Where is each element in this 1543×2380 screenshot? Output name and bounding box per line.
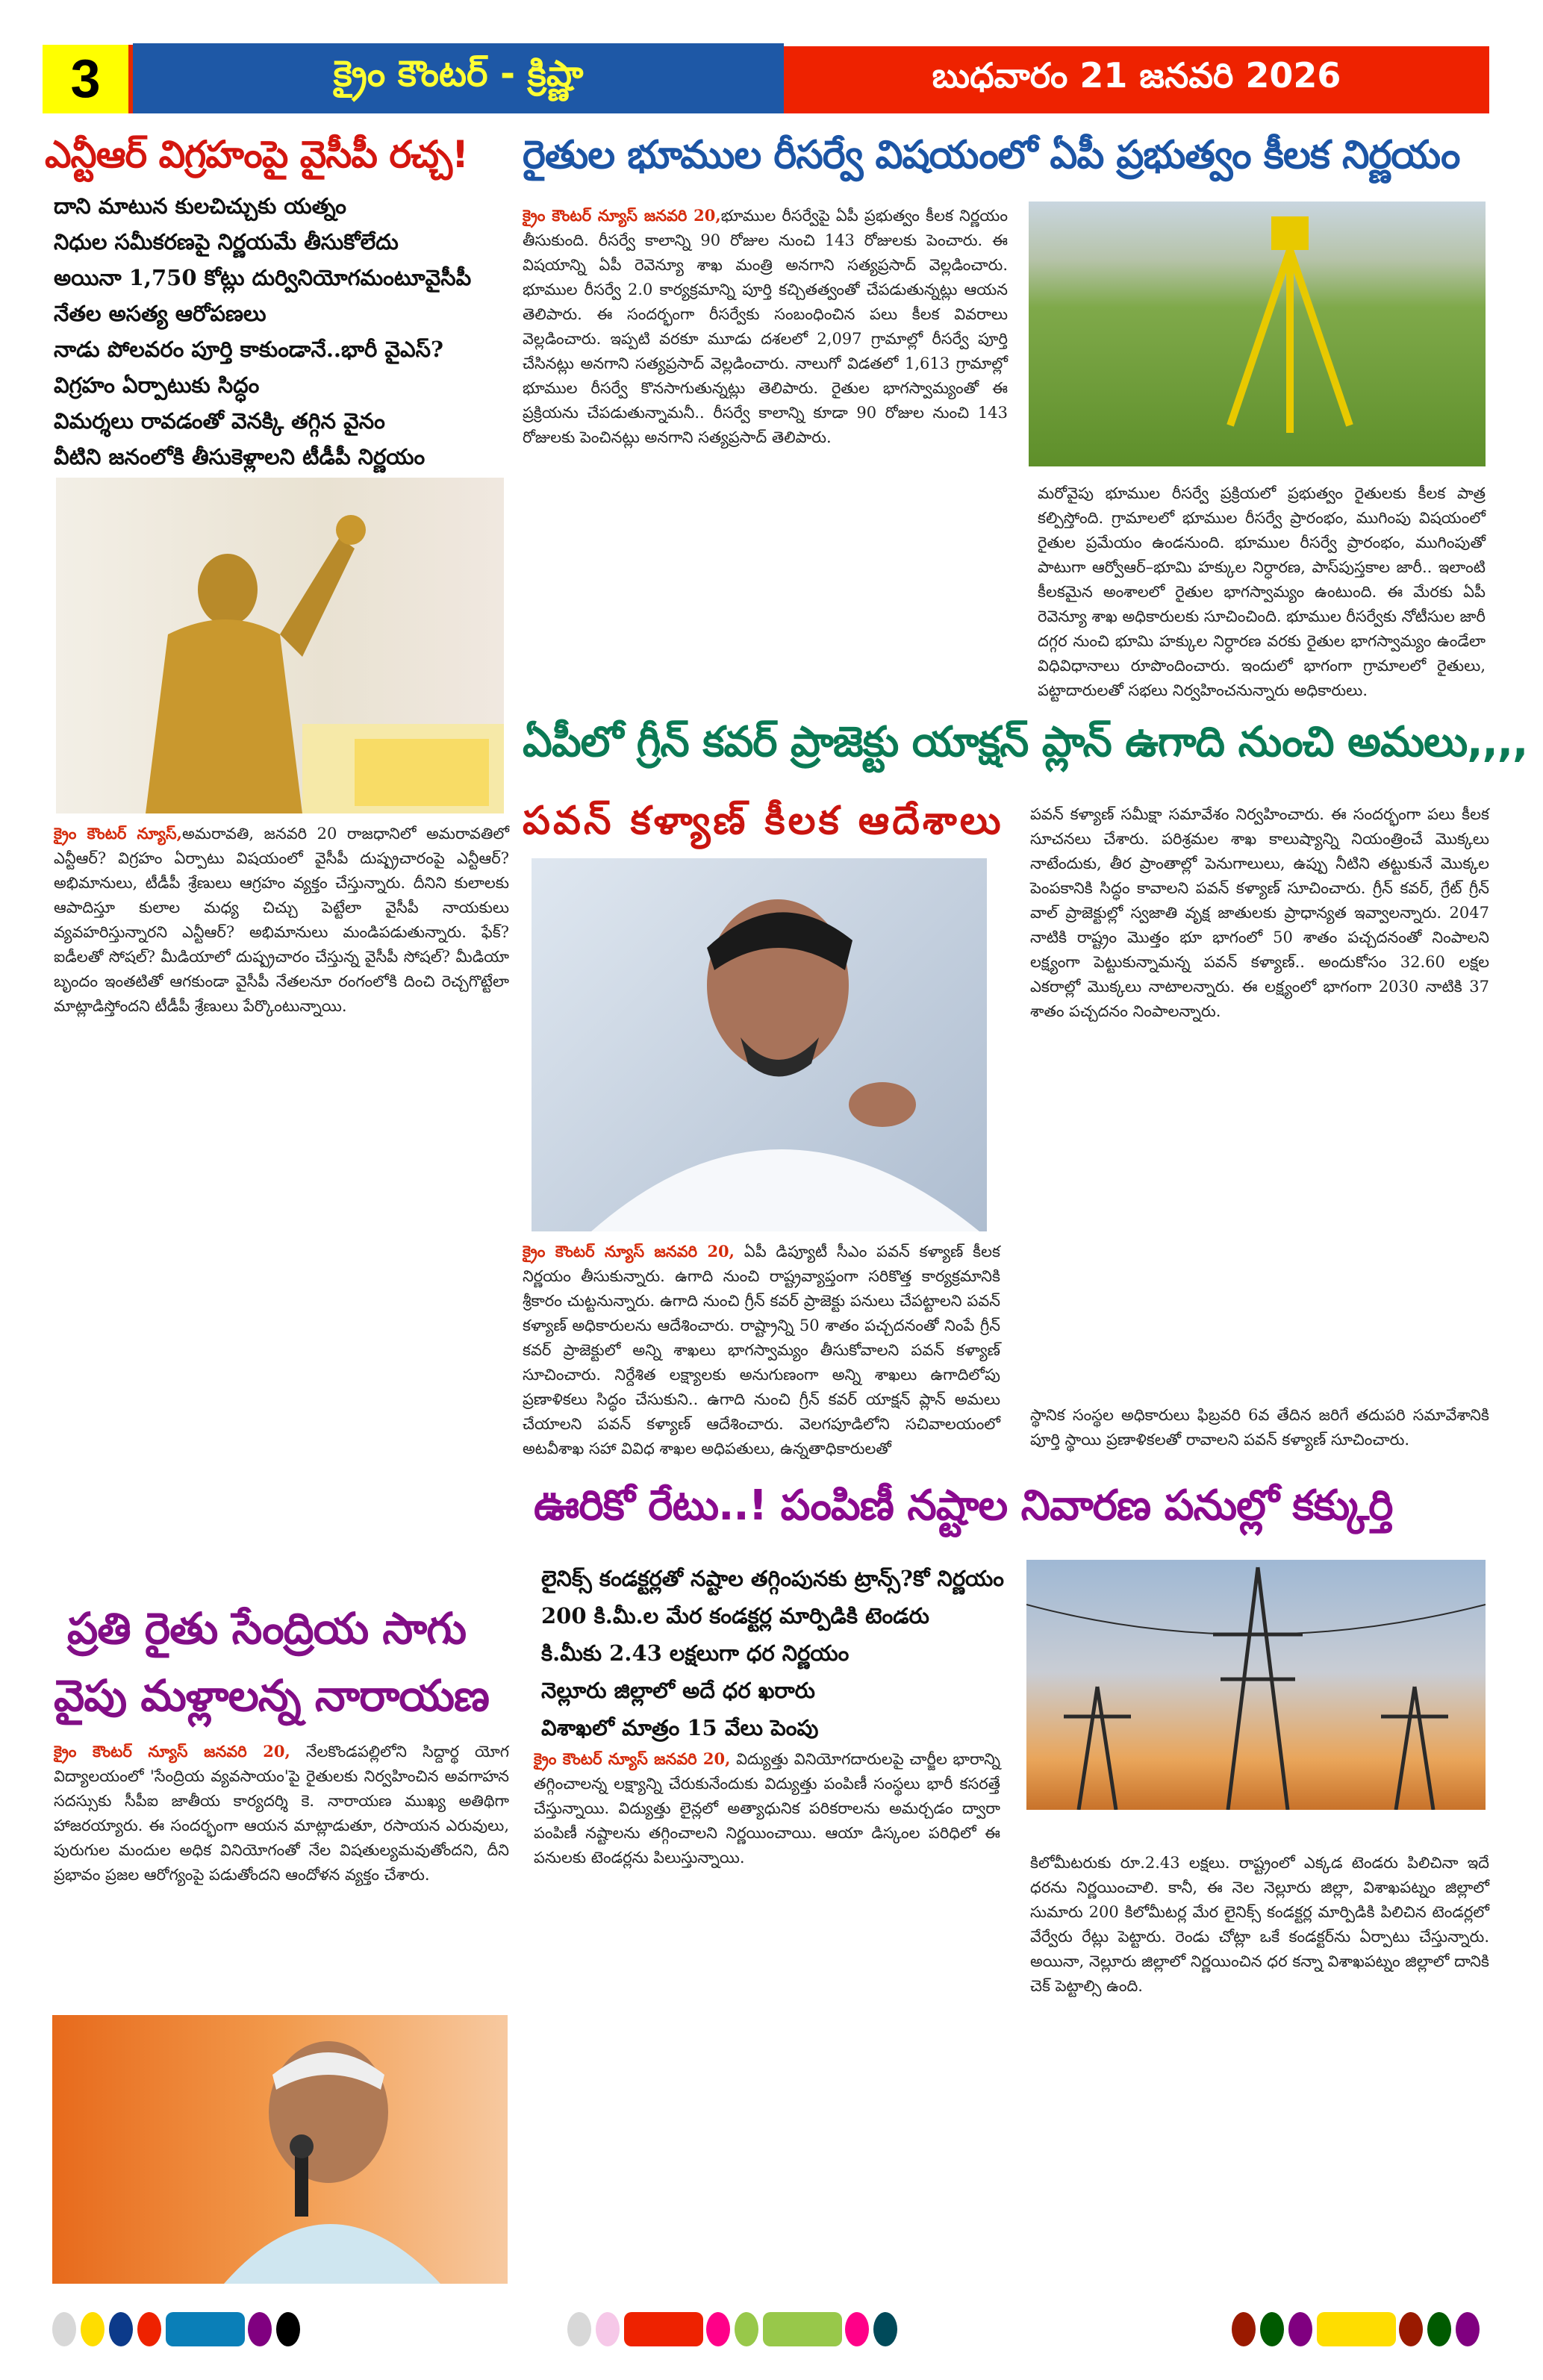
color-swatch [735, 2312, 758, 2346]
ntr-body [54, 821, 509, 1019]
narayana-body [54, 1739, 509, 1887]
power-towers-photo [1026, 1560, 1486, 1810]
color-swatch [596, 2312, 620, 2346]
resurvey-body-text: భూముల రీసర్వేపై ఏపీ ప్రభుత్వం కీలక నిర్ణయం తీసుకుంది. రీసర్వే కాలాన్ని 90 రోజుల నుంచి 143 రోజులకు పెంచారు. ఈ విషయాన్ని ఏపీ రెవెన్యూ శాఖ మంత్రి అనగాని సత్యప్రసాద్ వెల్లడించారు. భూముల రీసర్వే 2.0 కార్యక్రమాన్ని పూర్తి కచ్చితత్వంతో చేపడుతున్నట్లు ఆయన తెలిపారు. ఈ సందర్భంగా రీసర్వేకు సంబంధించిన పలు కీలక వివరాలు వెల్లడించారు. ఇప్పటి వరకూ మూడు దశలలో 2,097 గ్రామాల్లో రీసర్వే పూర్తి చేసినట్లు అనగాని సత్యప్రసాద్ వెల్లడించారు. నాలుగో విడతలో 1,613 గ్రామాల్లో భూముల రీసర్వే కొనసాగుతున్నట్లు తెలిపారు. రైతుల భాగస్వామ్యంతో ఈ ప్రక్రియను చేపడుతున్నామనీ.. రీసర్వే కాలాన్ని కూడా 90 రోజుల నుంచి 143 రోజులకు పెంచినట్లు అనగాని సత్యప్రసాద్ తెలిపారు. [523, 207, 1009, 446]
power-subhead: విశాఖలో మాత్రం 15 వేలు పెంపు [541, 1715, 819, 1740]
narayana-body-text: నేలకొండపల్లిలోని సిద్దార్థ యోగ విద్యాలయంలో 'సేంద్రియ వ్యవసాయం'పై రైతులకు నిర్వహించిన అవగాహన సదస్సుకు సీపీఐ జాతీయ కార్యదర్శి కె. నారాయణ ముఖ్య అతిథిగా హాజరయ్యారు. ఈ సందర్భంగా ఆయన మాట్లాడుతూ, రసాయన ఎరువులు, పురుగుల మందుల అధిక వినియోగంతో నేల విషతుల్యమవుతోందని, దీని ప్రభావం ప్రజల ఆరోగ్యంపై పడుతోందని ఆందోళన వ్యక్తం చేశారు. [54, 1743, 509, 1884]
section-title: క్రైం కౌంటర్ - క్రిష్ణా [133, 43, 784, 113]
power-subhead: నెల్లూరు జిల్లాలో అదే ధర ఖరారు [541, 1678, 815, 1703]
narayana-headline-2: వైపు మళ్లాలన్న నారాయణ [54, 1670, 489, 1721]
resurvey-dateline: క్రైం కౌంటర్ న్యూస్ జనవరి 20, [523, 206, 721, 225]
color-swatch [248, 2312, 272, 2346]
greencover-body [523, 1239, 1000, 1461]
color-swatch [706, 2312, 730, 2346]
color-swatch [81, 2312, 105, 2346]
color-swatch [1427, 2312, 1451, 2346]
ntr-subhead: వీటిని జనంలోకి తీసుకెళ్లాలని టీడీపీ నిర్ణయం [54, 444, 426, 469]
ntr-subhead: దాని మాటున కులచిచ్చుకు యత్నం [54, 193, 346, 219]
greencover-subheadline: పవన్ కళ్యాణ్ కీలక ఆదేశాలు [523, 799, 1004, 843]
ntr-subhead: నాడు పోలవరం పూర్తి కాకుండానే..భారీ వైఎస్? విగ్రహం ఏర్పాటుకు సిద్ధం [54, 337, 443, 398]
resurvey-body-2: మరోవైపు భూముల రీసర్వే ప్రక్రియలో ప్రభుత్వం రైతులకు కీలక పాత్ర కల్పిస్తోంది. గ్రామాలలో భూముల రీసర్వే ప్రారంభం, ముగింపు విషయంలో రైతుల ప్రమేయం ఉండనుంది. భూముల రీసర్వే ప్రారంభం, ముగింపుతో పాటుగా ఆర్వోఆర్–భూమి హక్కుల నిర్ధారణ, పాస్‌పుస్తకాల జారీ.. ఇలాంటి కీలకమైన అంశాలలో రైతుల భాగస్వామ్యం ఉంటుంది. ఈ మేరకు ఏపీ రెవెన్యూ శాఖ అధికారులకు సూచించింది. భూముల రీసర్వేకు నోటీసుల జారీ దగ్గర నుంచి భూమి హక్కుల నిర్ధారణ వరకు రైతుల భాగస్వామ్యం ఉండేలా విధివిధానాలు రూపొందించారు. ఇందులో భాగంగా గ్రామాలలో రైతులు, పట్టాదారులతో సభలు నిర్వహించనున్నారు అధికారులు. [1038, 484, 1486, 699]
greencover-body-2: పవన్ కళ్యాణ్ సమీక్షా సమావేశం నిర్వహించారు. ఈ సందర్భంగా పలు కీలక సూచనలు చేశారు. పరిశ్రమల శాఖ కాలుష్యాన్ని నియంత్రించే మొక్కలు నాటేందుకు, తీర ప్రాంతాల్లో పెనుగాలులు, ఉప్పు నీటిని తట్టుకునే మొక్కల పెంపకానికి సిద్ధం కావాలని పవన్ కళ్యాణ్ సూచించారు. గ్రీన్ కవర్, గ్రేట్ గ్రీన్ వాల్ ప్రాజెక్టుల్లో స్వజాతి వృక్ష జాతులకు ప్రాధాన్యత ఇవ్వాలన్నారు. 2047 నాటికి రాష్ట్రం మొత్తం భూ భాగంలో 50 శాతం పచ్చదనంతో నింపాలని లక్ష్యంగా పెట్టుకున్నామన్న పవన్ కళ్యాణ్.. అందుకోసం 32.60 లక్షల ఎకరాల్లో మొక్కలు నాటాలన్నారు. ఈ లక్ష్యంలో భాగంగా 2030 నాటికి 37 శాతం పచ్చదనం నింపాలన్నారు. [1030, 805, 1489, 1020]
color-swatch [1288, 2312, 1312, 2346]
issue-date: బుధవారం 21 జనవరి 2026 [784, 46, 1489, 113]
resurvey-body [523, 203, 1008, 450]
statue-image [56, 478, 504, 813]
ntr-subhead: నిధుల సమీకరణపై నిర్ణయమే తీసుకోలేదు [54, 229, 399, 254]
power-body [534, 1746, 1000, 1870]
color-swatch [1260, 2312, 1284, 2346]
greencover-dateline: క్రైం కౌంటర్ న్యూస్ జనవరి 20, [523, 1242, 735, 1261]
ntr-subheads [54, 188, 509, 475]
color-swatch [109, 2312, 133, 2346]
page-number: 3 [43, 45, 133, 113]
narayana-photo [52, 2015, 508, 2284]
ntr-subhead: అయినా 1,750 కోట్లు దుర్వినియోగమంటూవైసీపీ నేతల అసత్య ఆరోపణలు [54, 265, 472, 326]
ntr-body-text: అమరావతి, జనవరి 20 రాజధానిలో అమరావతిలో ఎన్టీఆర్? విగ్రహం ఏర్పాటు విషయంలో వైసీపీ దుష్ప్రచారంపై ఎన్టీఆర్? అభిమానులు, టీడీపీ శ్రేణులు ఆగ్రహం వ్యక్తం చేస్తున్నారు. దీనిని కులాలకు ఆపాదిస్తూ కులాల మధ్య చిచ్చు పెట్టేలా వైసీపీ నాయకులు వ్యవహరిస్తున్నారని ఎన్టీఆర్? అభిమానులు మండిపడుతున్నారు. ఫేక్? ఐడీలతో సోషల్? మీడియాలో దుష్ప్రచారం చేస్తున్న వైసీపీ సోషల్? మీడియా బృందం ఇంతటితో ఆగకుండా వైసీపీ నేతలనూ రంగంలోకి దించి రెచ్చగొట్టేలా మాట్లాడిస్తోందని టీడీపీ శ్రేణులు పేర్కొంటున్నాయి. [54, 825, 509, 1015]
narayana-dateline: క్రైం కౌంటర్ న్యూస్ జనవరి 20, [54, 1742, 290, 1761]
ntr-headline: ఎన్టీఆర్ విగ్రహంపై వైసీపీ రచ్చ! [45, 133, 468, 176]
power-body-2: కిలోమీటరుకు రూ.2.43 లక్షలు. రాష్ట్రంలో ఎక్కడ టెండరు పిలిచినా ఇదే ధరను నిర్ణయించాలి. కానీ, ఈ నెల నెల్లూరు జిల్లా, విశాఖపట్నం జిల్లాలో సుమారు 200 కిలోమీటర్ల మేర లైనిక్స్ కండక్టర్ల మార్పిడికి పిలిచిన టెండర్లలో వేర్వేరు రేట్లు పెట్టారు. రెండు చోట్లా ఒకే కండక్టర్‌ను ఏర్పాటు చేస్తున్నారు. అయినా, నెల్లూరు జిల్లాలో నిర్ణయించిన ధర కన్నా విశాఖపట్నం జిల్లాలో దానికి చెక్ పెట్టాల్సి ఉంది. [1030, 1854, 1489, 1995]
power-subhead: లైనిక్స్ కండక్టర్లతో నష్టాల తగ్గింపునకు ట్రాన్స్?కో నిర్ణయం [541, 1566, 1005, 1591]
color-swatch [1456, 2312, 1480, 2346]
power-headline: ఊరికో రేటు..! పంపిణీ నష్టాల నివారణ పనుల్లో కక్కుర్తి [534, 1481, 1393, 1530]
color-swatch [873, 2312, 897, 2346]
survey-photo [1029, 202, 1486, 466]
greencover-headline: ఏపీలో గ్రీన్ కవర్ ప్రాజెక్టు యాక్షన్ ప్లాన్ ఉగాది నుంచి అమలు,,,, [523, 718, 1528, 766]
narayana-headline-1: ప్రతి రైతు సేంద్రియ సాగు [67, 1603, 467, 1654]
greencover-body-3: స్థానిక సంస్థల అధికారులు ఫిబ్రవరి 6వ తేదిన జరిగే తదుపరి సమావేశానికి పూర్తి స్థాయి ప్రణాళికలతో రావాలని పవన్ కళ్యాణ్ సూచించారు. [1030, 1406, 1489, 1449]
color-swatch [1317, 2312, 1396, 2346]
color-swatch [624, 2312, 703, 2346]
color-swatch [1232, 2312, 1256, 2346]
color-swatch [567, 2312, 591, 2346]
color-swatch [166, 2312, 245, 2346]
color-swatch [763, 2312, 842, 2346]
resurvey-headline: రైతుల భూముల రీసర్వే విషయంలో ఏపీ ప్రభుత్వం కీలక నిర్ణయం [523, 133, 1460, 178]
ntr-subhead: విమర్శలు రావడంతో వెనక్కి తగ్గిన వైనం [54, 408, 385, 434]
speaker-image [52, 2015, 508, 2284]
color-swatch [137, 2312, 161, 2346]
color-swatch [52, 2312, 76, 2346]
power-subhead: 200 కి.మీ.ల మేర కండక్టర్ల మార్పిడికి టెండరు [541, 1603, 929, 1628]
color-swatch [1399, 2312, 1423, 2346]
survey-tripod-image [1029, 202, 1486, 466]
pawan-kalyan-photo [532, 858, 987, 1231]
ntr-dateline: క్రైం కౌంటర్ న్యూస్, [54, 824, 182, 843]
power-body-text: విద్యుత్తు వినియోగదారులపై చార్జీల భారాన్ని తగ్గించాలన్న లక్ష్యాన్ని చేరుకునేందుకు విద్యుత్తు పంపిణీ సంస్థలు భారీ కసరత్తే చేస్తున్నాయి. విద్యుత్తు లైన్లలో అత్యాధునిక పరికరాలను అమర్చడం ద్వారా పంపిణీ నష్టాలను తగ్గించాలని నిర్ణయించాయి. ఆయా డిస్కంల పరిధిలో ఈ పనులకు టెండర్లను పిలుస్తున్నాయి. [534, 1750, 1000, 1867]
ntr-statue-photo [56, 478, 504, 813]
color-swatch [276, 2312, 300, 2346]
pawan-kalyan-image [532, 858, 987, 1231]
power-subheads [541, 1560, 1004, 1746]
color-swatch [845, 2312, 869, 2346]
greencover-body-text: ఏపీ డిప్యూటీ సీఎం పవన్ కళ్యాణ్ కీలక నిర్ణయం తీసుకున్నారు. ఉగాది నుంచి రాష్ట్రవ్యాప్తంగా సరికొత్త కార్యక్రమానికి శ్రీకారం చుట్టనున్నారు. ఉగాది నుంచి గ్రీన్ కవర్ ప్రాజెక్టు పనులు చేపట్టాలని పవన్ కళ్యాణ్ అధికారులను ఆదేశించారు. రాష్ట్రాన్ని 50 శాతం పచ్చదనంతో నింపే గ్రీన్ కవర్ ప్రాజెక్టులో అన్ని శాఖలు భాగస్వామ్యం తీసుకోవాలని పవన్ కళ్యాణ్ సూచించారు. నిర్దేశిత లక్ష్యాలకు అనుగుణంగా అన్ని శాఖలు ఉగాదిలోపు ప్రణాళికలు సిద్ధం చేసుకుని.. ఉగాది నుంచి గ్రీన్ కవర్ యాక్షన్ ప్లాన్ అమలు చేయాలని పవన్ కళ్యాణ్ ఆదేశించారు. వెలగపూడిలోని సచివాలయంలో అటవీశాఖ సహా వివిధ శాఖల అధిపతులు, ఉన్నతాధికారులతో [523, 1243, 1000, 1458]
transmission-towers-image [1026, 1560, 1486, 1810]
power-subhead: కి.మీకు 2.43 లక్షలుగా ధర నిర్ణయం [541, 1640, 850, 1666]
power-dateline: క్రైం కౌంటర్ న్యూస్ జనవరి 20, [534, 1749, 731, 1768]
